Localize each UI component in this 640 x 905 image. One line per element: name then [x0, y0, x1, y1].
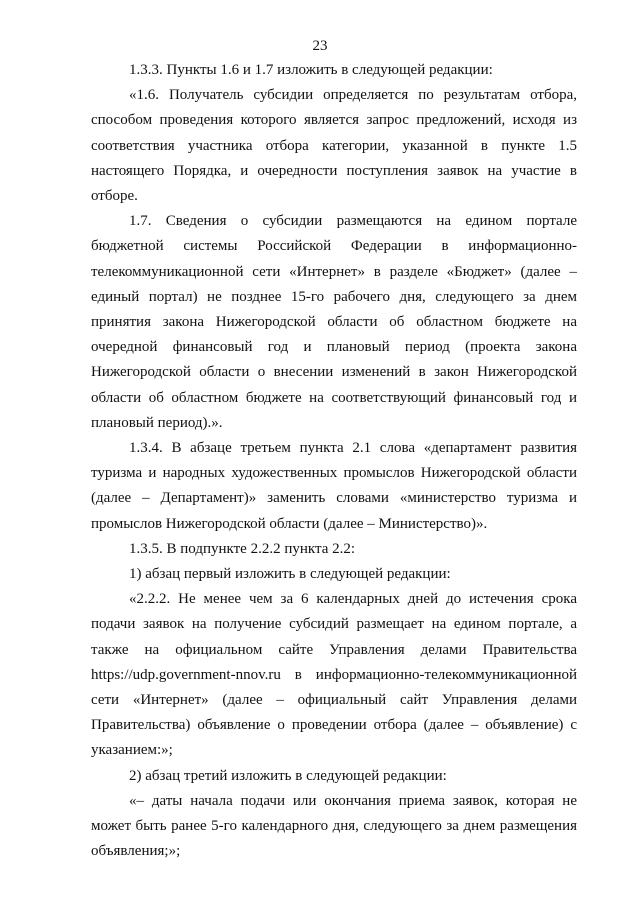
paragraph-2-2-2: «2.2.2. Не менее чем за 6 календарных дней до истечения срока подачи заявок на получение субсидий размещает на едином портале, а также на официальном сайте Управления делами Правительства https://udp.government-nnov.ru в информационно-телекоммуникационной сети «Интернет» (далее – официальный сайт Управления делами Правительства) объявление о проведении отбора (далее – объявление) с указанием:»; — [91, 591, 577, 759]
paragraph-item-1: 1) абзац первый изложить в следующей редакции: — [129, 566, 451, 583]
page-number: 23 — [312, 38, 328, 54]
paragraph-dates: «– даты начала подачи или окончания приема заявок, которая не может быть ранее 5-го календарного дня, следующего за днем размещения объявления;»; — [91, 792, 577, 860]
paragraph-1-3-3: 1.3.3. Пункты 1.6 и 1.7 изложить в следующей редакции: — [129, 62, 493, 78]
paragraph-1-3-5: 1.3.5. В подпункте 2.2.2 пункта 2.2: — [129, 540, 356, 557]
paragraph-1-7: 1.7. Сведения о субсидии размещаются на едином портале бюджетной системы Российской Федерации в информационно-телекоммуникационной сети «Интернет» в разделе «Бюджет» (далее – единый портал) не позднее 15-го рабочего дня, следующего за днем принятия закона Нижегородской области об областном бюджете на очередной финансовый год и плановый период (проекта закона Нижегородской области о внесении изменений в закон Нижегородской области об областном бюджете на соответствующий финансовый год и плановый период).». — [91, 213, 577, 431]
paragraph-1-3-4: 1.3.4. В абзаце третьем пункта 2.1 слова «департамент развития туризма и народных художественных промыслов Нижегородской области (далее – Департамент)» заменить словами «министерство туризма и промыслов Нижегородской области (далее – Министерство)». — [91, 440, 577, 532]
document-body — [91, 58, 577, 865]
paragraph-item-2: 2) абзац третий изложить в следующей редакции: — [129, 767, 447, 784]
paragraph-1-6: «1.6. Получатель субсидии определяется по результатам отбора, способом проведения которого является запрос предложений, исходя из соответствия участника отбора категории, указанной в пункте 1.5 настоящего Порядка, и очередности поступления заявок на участие в отборе. — [91, 87, 577, 205]
